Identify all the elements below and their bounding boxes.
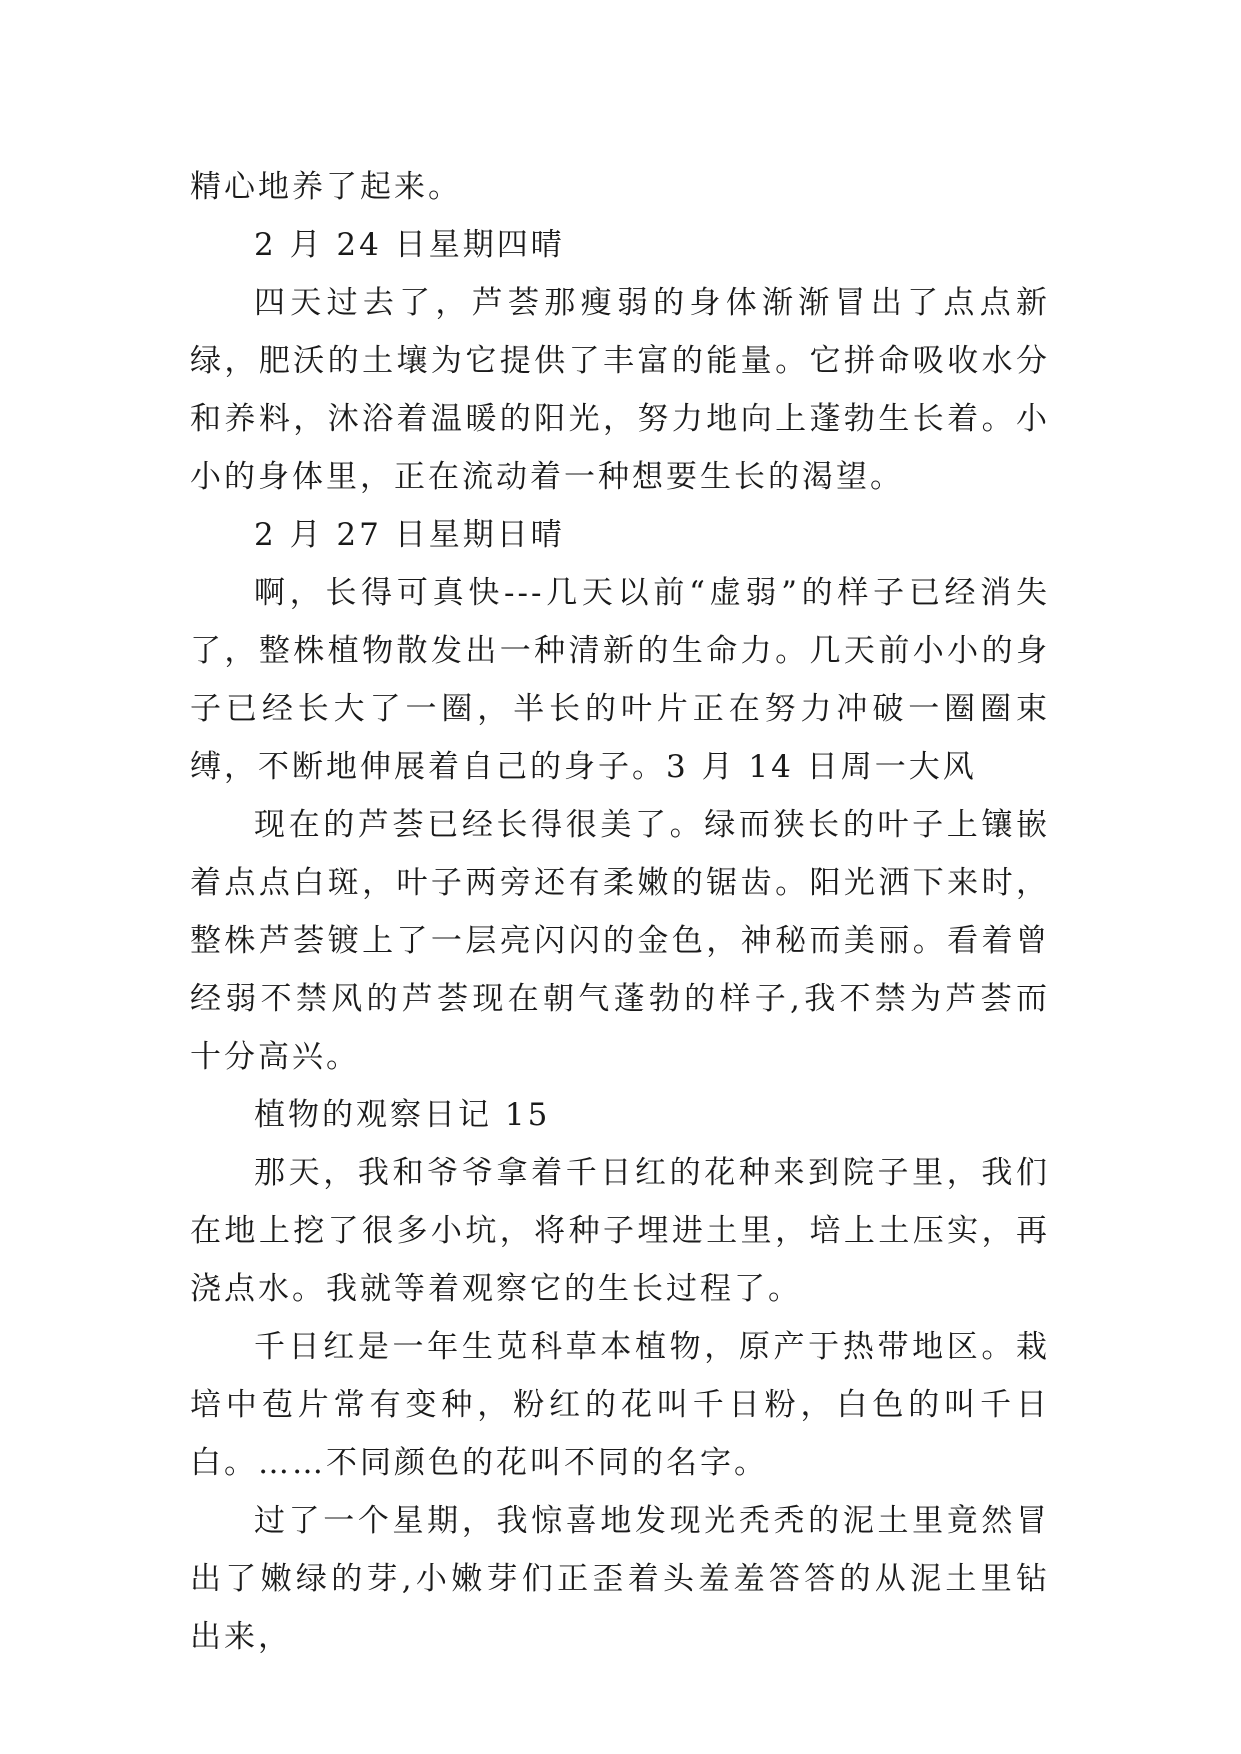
- paragraph: 四天过去了，芦荟那瘦弱的身体渐渐冒出了点点新绿，肥沃的土壤为它提供了丰富的能量。它拼命吸收水分和养料，沐浴着温暖的阳光，努力地向上蓬勃生长着。小小的身体里，正在流动着一种想要生长的渴望。: [190, 285, 1050, 495]
- diary-date-heading: 2 月 24 日星期四晴: [254, 227, 565, 263]
- paragraph: 过了一个星期，我惊喜地发现光秃秃的泥土里竟然冒出了嫩绿的芽,小嫩芽们正歪着头羞羞答答的从泥土里钻出来，: [190, 1503, 1050, 1655]
- paragraph: 千日红是一年生苋科草本植物，原产于热带地区。栽培中苞片常有变种，粉红的花叫千日粉，白色的叫千日白。……不同颜色的花叫不同的名字。: [190, 1329, 1050, 1481]
- paragraph: 啊，长得可真快---几天以前“虚弱”的样子已经消失了，整株植物散发出一种清新的生命力。几天前小小的身子已经长大了一圈，半长的叶片正在努力冲破一圈圈束缚，不断地伸展着自己的身子。3 月 14 日周一大风: [190, 575, 1050, 785]
- paragraph: 现在的芦荟已经长得很美了。绿而狭长的叶子上镶嵌着点点白斑，叶子两旁还有柔嫩的锯齿。阳光洒下来时，整株芦荟镀上了一层亮闪闪的金色，神秘而美丽。看着曾经弱不禁风的芦荟现在朝气蓬勃的样子,我不禁为芦荟而十分高兴。: [190, 807, 1050, 1075]
- diary-date-heading: 2 月 27 日星期日晴: [254, 517, 565, 553]
- paragraph: 那天，我和爷爷拿着千日红的花种来到院子里，我们在地上挖了很多小坑，将种子埋进土里，培上土压实，再浇点水。我就等着观察它的生长过程了。: [190, 1155, 1050, 1307]
- paragraph: 精心地养了起来。: [190, 169, 462, 205]
- document-body: [190, 158, 1050, 1666]
- section-title: 植物的观察日记 15: [254, 1097, 551, 1133]
